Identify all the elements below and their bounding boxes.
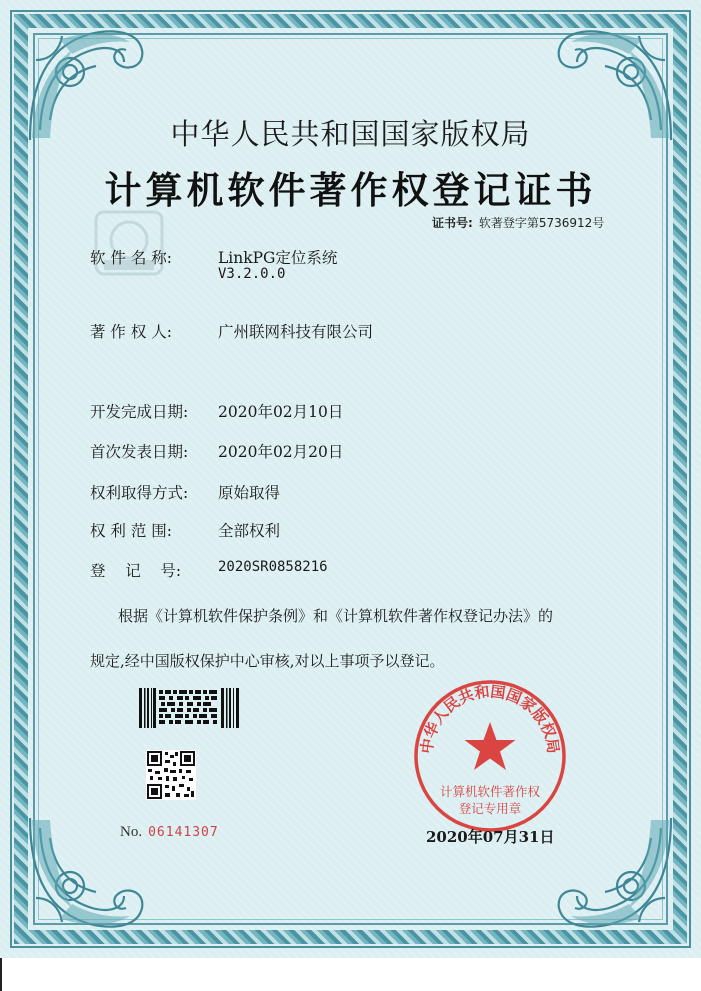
serial-prefix: No. bbox=[120, 824, 143, 840]
certificate-title: 计算机软件著作权登记证书 bbox=[104, 168, 597, 212]
serial-number-value: 06141307 bbox=[148, 825, 219, 840]
statement-line-1: 根据《计算机软件保护条例》和《计算机软件著作权登记办法》的 bbox=[118, 607, 554, 625]
acquisition-value: 原始取得 bbox=[218, 484, 281, 502]
seal-line-2: 登记专用章 bbox=[458, 801, 522, 816]
barcode-icon bbox=[139, 688, 239, 728]
first-publish-date-label: 首次发表日期: bbox=[90, 443, 189, 461]
scope-value: 全部权利 bbox=[218, 522, 281, 540]
seal-star-icon bbox=[465, 722, 516, 770]
issue-date: 2020年07月31日 bbox=[426, 828, 555, 846]
owner-label: 著 作 权 人: bbox=[90, 323, 173, 341]
completion-date-label: 开发完成日期: bbox=[90, 403, 189, 421]
serial-number bbox=[120, 824, 219, 841]
certificate-number-label: 证书号: bbox=[432, 216, 473, 230]
official-seal bbox=[410, 676, 570, 836]
first-publish-date-value: 2020年02月20日 bbox=[218, 443, 344, 461]
scope-label: 权 利 范 围: bbox=[90, 522, 173, 540]
seal-line-1: 计算机软件著作权 bbox=[439, 784, 541, 799]
corner-ornament-icon bbox=[551, 808, 681, 938]
software-version-value: V3.2.0.0 bbox=[218, 266, 286, 282]
statement-line-2: 规定,经中国版权保护中心审核,对以上事项予以登记。 bbox=[90, 652, 445, 670]
acquisition-label: 权利取得方式: bbox=[90, 484, 189, 502]
registration-number-label: 登 记 号: bbox=[90, 562, 182, 580]
scan-margin bbox=[0, 958, 701, 991]
owner-value: 广州联网科技有限公司 bbox=[218, 323, 374, 341]
completion-date-value: 2020年02月10日 bbox=[218, 403, 344, 421]
registration-number-value: 2020SR0858216 bbox=[218, 559, 328, 575]
issuing-authority: 中华人民共和国国家版权局 bbox=[170, 117, 531, 151]
software-name-value: LinkPG定位系统 bbox=[218, 249, 338, 267]
certificate-number bbox=[432, 214, 604, 231]
software-name-label: 软 件 名 称: bbox=[90, 249, 173, 267]
certificate-number-value: 软著登字第5736912号 bbox=[478, 216, 605, 230]
seal-outer-text: 中华人民共和国国家版权局 bbox=[417, 682, 563, 755]
qr-code-icon bbox=[146, 750, 196, 800]
